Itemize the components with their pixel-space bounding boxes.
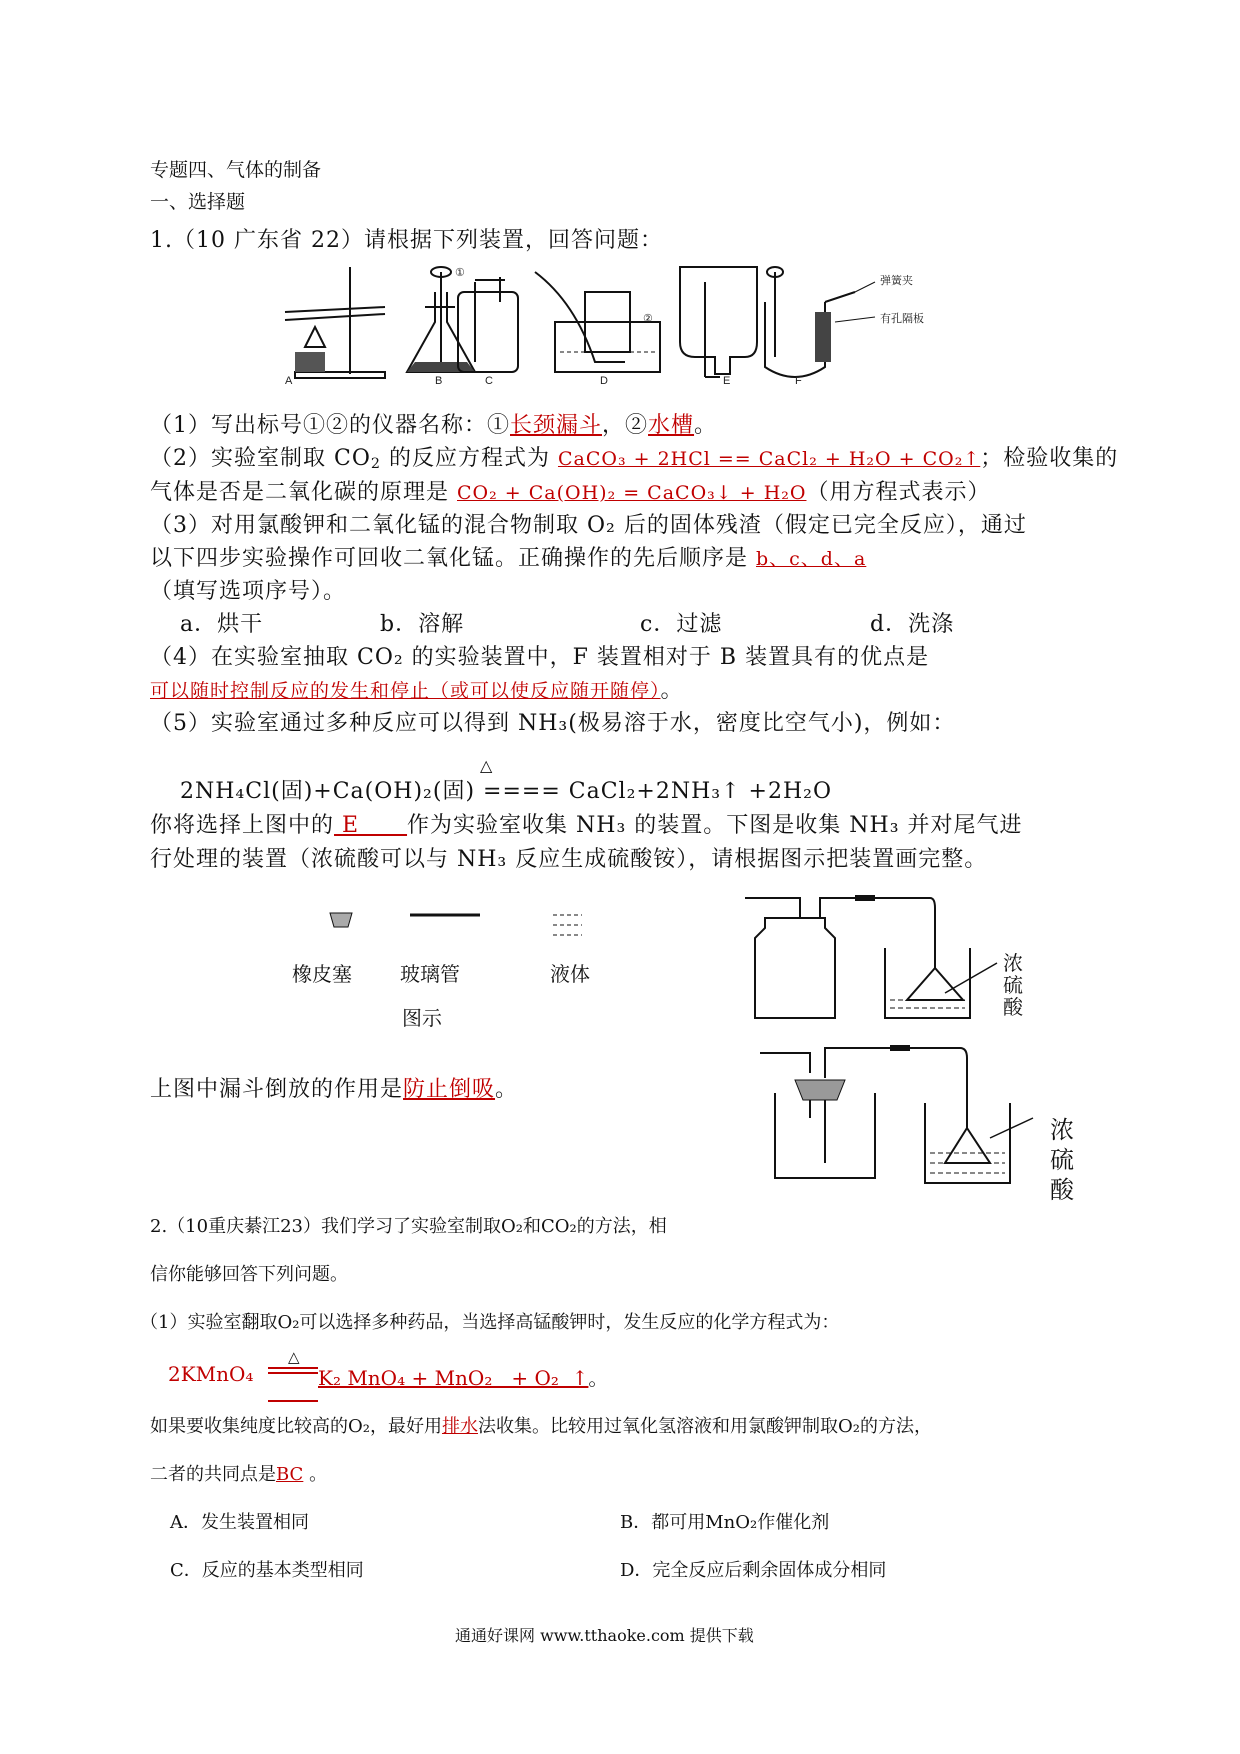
rubber-stopper-symbol xyxy=(330,913,352,927)
q2-option-b: B．都可用MnO₂作催化剂 xyxy=(620,1512,830,1533)
complete-setup xyxy=(760,1045,1033,1183)
acid-label-bottom: 浓 硫 酸 xyxy=(1050,1116,1074,1204)
option-d: d．洗涤 xyxy=(870,612,955,637)
answer-6: 防止倒吸 xyxy=(403,1077,496,1102)
nh3-equation: 2NH₄Cl(固)+Ca(OH)₂(固) ==== CaCl₂+2NH₃↑ +2H₂O xyxy=(180,779,832,804)
option-b: b．溶解 xyxy=(380,612,465,637)
q1-part4-line1: （4）在实验室抽取 CO₂ 的实验装置中，F 装置相对于 B 装置具有的优点是 xyxy=(150,645,930,670)
label-b: B xyxy=(435,375,443,387)
q1-part1: （1）写出标号①②的仪器名称：①长颈漏斗，②水槽。 xyxy=(150,413,718,438)
q1-part4-line2: 可以随时控制反应的发生和停止（或可以使反应随开随停）。 xyxy=(150,678,684,703)
answer-1a: 长颈漏斗 xyxy=(510,413,603,438)
q2-option-c: C．反应的基本类型相同 xyxy=(170,1560,364,1581)
legend-symbols xyxy=(320,905,620,945)
label-a: A xyxy=(285,375,293,387)
incomplete-setup xyxy=(745,895,997,1018)
answer-q2-collection: 排水 xyxy=(441,1416,478,1437)
q1-part2-line2: 气体是否是二氧化碳的原理是 CO₂ + Ca(OH)₂ = CaCO₃↓ + H₂O（用方程式表示） xyxy=(150,480,991,505)
marker-1: ① xyxy=(455,267,465,279)
answer-4: 可以随时控制反应的发生和停止（或可以使反应随开随停） xyxy=(150,680,661,702)
q2-option-d: D．完全反应后剩余固体成分相同 xyxy=(620,1560,887,1581)
legend-caption: 图示 xyxy=(402,1006,442,1030)
q1-part3-line2: 以下四步实验操作可回收二氧化锰。正确操作的先后顺序是 b、c、d、a xyxy=(150,546,867,571)
equals-line-2 xyxy=(268,1372,318,1374)
q1-part5-line3: 行处理的装置（浓硫酸可以与 NH₃ 反应生成硫酸铵），请根据图示把装置画完整。 xyxy=(150,847,988,872)
q2-part2: 如果要收集纯度比较高的O₂，最好用排水法收集。比较用过氧化氢溶液和用氯酸钾制取O₂的方法， xyxy=(150,1416,932,1437)
answer-5: E xyxy=(334,813,408,838)
footer-text: 通通好课网 www.tthaoke.com 提供下载 xyxy=(455,1626,754,1645)
label-d: D xyxy=(600,375,608,387)
apparatus-figure xyxy=(275,262,995,387)
answer-q2-common: BC xyxy=(276,1464,304,1485)
q1-title: 1.（10 广东省 22）请根据下列装置，回答问题： xyxy=(150,228,663,253)
apparatus-a xyxy=(285,267,385,378)
heat-symbol-2: △ xyxy=(288,1348,300,1366)
option-c: c．过滤 xyxy=(640,612,723,637)
callout-perforated-plate: 有孔隔板 xyxy=(880,313,924,325)
q1-part5-line1: （5）实验室通过多种反应可以得到 NH₃(极易溶于水，密度比空气小)，例如： xyxy=(150,711,956,736)
kmno4-right-wrap: K₂ MnO₄ + MnO₂ + O₂ ↑。 xyxy=(318,1366,609,1390)
legend-liquid: 液体 xyxy=(550,962,590,986)
nh3-setup-figure xyxy=(735,888,1065,1188)
kmno4-left: 2KMnO₄ xyxy=(168,1362,254,1386)
q2-option-a: A．发生装置相同 xyxy=(170,1512,309,1533)
callout-spring-clip: 弹簧夹 xyxy=(880,275,913,287)
apparatus-d xyxy=(535,272,660,372)
q1-part5-line2: 你将选择上图中的 E 作为实验室收集 NH₃ 的装置。下图是收集 NH₃ 并对尾气进 xyxy=(150,813,1023,838)
q1-part6: 上图中漏斗倒放的作用是防止倒吸。 xyxy=(150,1077,519,1102)
answer-3: b、c、d、a xyxy=(756,548,867,570)
label-f: F xyxy=(795,375,802,387)
liquid-symbol xyxy=(553,915,582,935)
q2-part1: （1）实验室翻取O₂可以选择多种药品，当选择高锰酸钾时，发生反应的化学方程式为： xyxy=(140,1312,840,1333)
section-title: 一、选择题 xyxy=(150,191,246,213)
acid-label-top: 浓 硫 酸 xyxy=(1003,951,1023,1019)
legend-rubber-stopper: 橡皮塞 xyxy=(292,962,352,986)
legend-glass-tube: 玻璃管 xyxy=(400,962,460,986)
q1-part3-line3: （填写选项序号）。 xyxy=(150,579,347,604)
equals-line-1 xyxy=(268,1367,318,1369)
label-c: C xyxy=(485,375,493,387)
q2-part3: 二者的共同点是BC 。 xyxy=(150,1464,328,1485)
label-e: E xyxy=(723,375,731,387)
answer-2-equation: CaCO₃ + 2HCl == CaCl₂ + H₂O + CO₂↑ xyxy=(557,448,981,470)
topic-title: 专题四、气体的制备 xyxy=(150,159,322,181)
answer-1b: 水槽 xyxy=(648,413,695,438)
apparatus-b xyxy=(407,267,475,372)
apparatus-e xyxy=(680,267,757,377)
marker-2: ② xyxy=(643,313,653,325)
option-a: a．烘干 xyxy=(180,612,264,637)
heat-symbol-1: △ xyxy=(480,756,493,775)
apparatus-f xyxy=(765,267,875,377)
answer-2-test-equation: CO₂ + Ca(OH)₂ = CaCO₃↓ + H₂O xyxy=(457,482,807,504)
kmno4-products: K₂ MnO₄ + MnO₂ + O₂ ↑ xyxy=(318,1366,589,1390)
q1-part3-line1: （3）对用氯酸钾和二氧化锰的混合物制取 O₂ 后的固体残渣（假定已完全反应），通过 xyxy=(150,513,1027,538)
q2-title-line1: 2.（10重庆綦江23）我们学习了实验室制取O₂和CO₂的方法，相 xyxy=(150,1216,667,1237)
q2-title-line2: 信你能够回答下列问题。 xyxy=(150,1264,348,1285)
answer-underline xyxy=(268,1400,318,1402)
q1-part2: （2）实验室制取 $CO_2$ 的反应方程式为 CaCO₃ + 2HCl == CaCl₂ + H₂O + CO₂↑；检验收集的 xyxy=(150,446,1119,472)
